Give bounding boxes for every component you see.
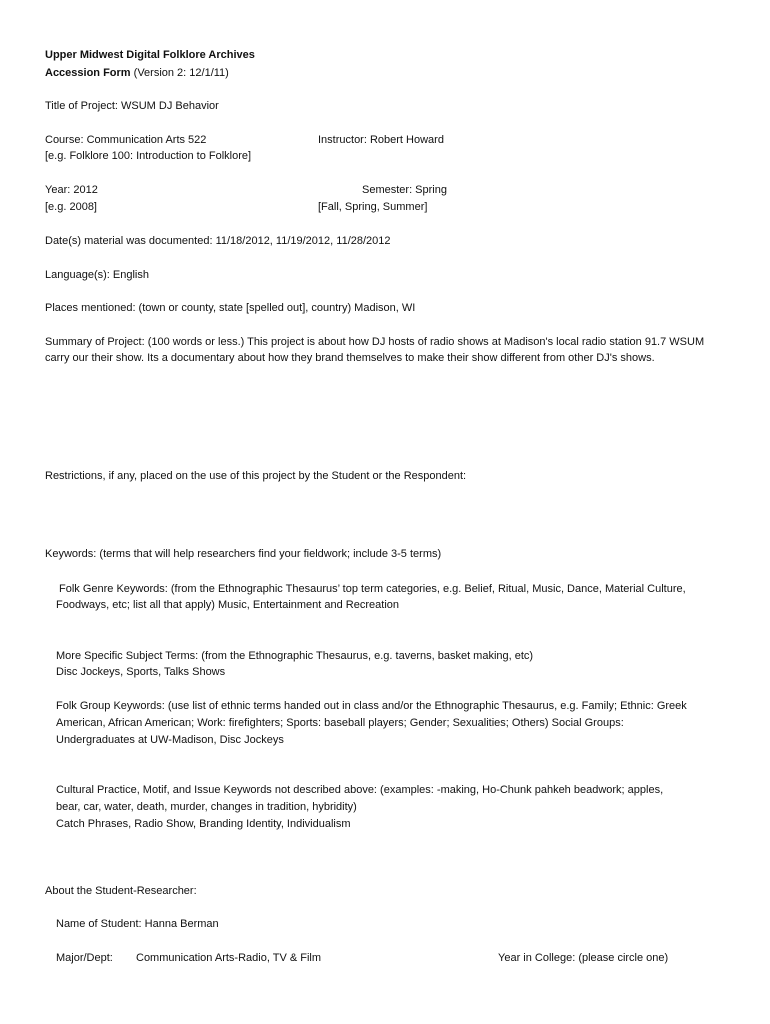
places-mentioned: Places mentioned: (town or county, state [spelled out], country) Madison, WI: [45, 302, 416, 314]
folk-group-line-3: Undergraduates at UW-Madison, Disc Jockeys: [56, 734, 284, 746]
semester-example: [Fall, Spring, Summer]: [318, 201, 428, 213]
keywords-intro: Keywords: (terms that will help researchers find your fieldwork; include 3-5 terms): [45, 548, 442, 560]
year-line: Year: 2012: [45, 184, 98, 196]
restrictions: Restrictions, if any, placed on the use of this project by the Student or the Respondent:: [45, 470, 467, 482]
summary-line-2: carry our their show. Its a documentary about how they brand themselves to make their show different from other DJ's shows.: [45, 352, 655, 364]
subject-terms-line-2: Disc Jockeys, Sports, Talks Shows: [56, 666, 226, 678]
year-example: [e.g. 2008]: [45, 201, 97, 213]
folk-group-line-2: American, African American; Work: firefighters; Sports: baseball players; Gender; Sexualities; Others) Social Groups:: [56, 717, 624, 729]
major-value: Communication Arts-Radio, TV & Film: [136, 952, 322, 964]
subject-terms-line-1: More Specific Subject Terms: (from the Ethnographic Thesaurus, e.g. taverns, basket making, etc): [56, 650, 534, 662]
cultural-line-2: bear, car, water, death, murder, changes in tradition, hybridity): [56, 801, 357, 813]
student-heading: About the Student-Researcher:: [45, 885, 197, 897]
form-title: [45, 66, 229, 80]
summary-line-1: Summary of Project: (100 words or less.) This project is about how DJ hosts of radio shows at Madison's local radio station 91.7 WSUM: [45, 336, 705, 348]
form-version: (Version 2: 12/1/11): [130, 67, 229, 79]
semester-line: Semester: Spring: [362, 184, 447, 196]
form-title-label: Accession Form: [45, 67, 131, 79]
cultural-line-3: Catch Phrases, Radio Show, Branding Identity, Individualism: [56, 818, 351, 830]
year-in-college: Year in College: (please circle one): [498, 952, 669, 964]
student-name: Name of Student: Hanna Berman: [56, 918, 219, 930]
major-label: Major/Dept:: [56, 952, 113, 964]
instructor-line: Instructor: Robert Howard: [318, 134, 444, 146]
languages: Language(s): English: [45, 269, 149, 281]
dates-documented: Date(s) material was documented: 11/18/2012, 11/19/2012, 11/28/2012: [45, 235, 391, 247]
cultural-line-1: Cultural Practice, Motif, and Issue Keywords not described above: (examples: -making, Ho-Chunk pahkeh beadwork; apples,: [56, 784, 664, 796]
course-line: Course: Communication Arts 522: [45, 134, 207, 146]
course-example: [e.g. Folklore 100: Introduction to Folklore]: [45, 150, 252, 162]
archive-name: Upper Midwest Digital Folklore Archives: [45, 49, 255, 61]
folk-genre-line-2: Foodways, etc; list all that apply) Music, Entertainment and Recreation: [56, 599, 399, 611]
folk-group-line-1: Folk Group Keywords: (use list of ethnic terms handed out in class and/or the Ethnographic Thesaurus, e.g. Family; Ethnic: Greek: [56, 700, 687, 712]
project-title: Title of Project: WSUM DJ Behavior: [45, 100, 219, 112]
folk-genre-line-1: Folk Genre Keywords: (from the Ethnographic Thesaurus’ top term categories, e.g. Belief, Ritual, Music, Dance, Material Culture,: [59, 583, 686, 595]
